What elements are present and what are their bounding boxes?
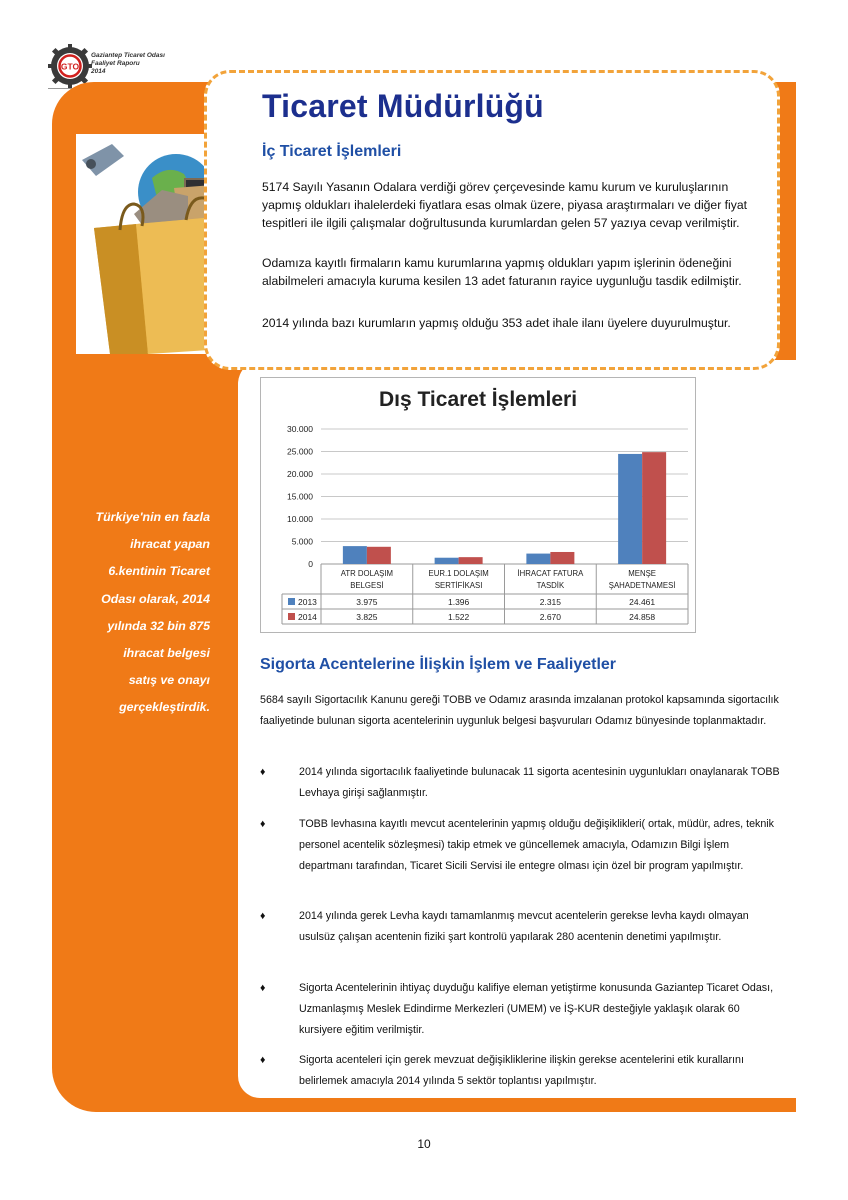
category-label: TASDİK — [536, 581, 565, 590]
diamond-bullet-icon: ♦ — [260, 766, 266, 778]
y-tick-label: 5.000 — [291, 536, 313, 547]
bar-2013 — [435, 558, 459, 564]
bar-2014 — [459, 557, 483, 564]
org-name: Gaziantep Ticaret Odası — [91, 52, 165, 59]
table-value: 1.396 — [447, 597, 470, 607]
sigorta-intro: 5684 sayılı Sigortacılık Kanunu gereği TOBB ve Odamız arasında imzalanan protokol kapsamında sigortacılık faaliyetinde bulunan sigorta acentelerinin uygunluk belgesi başvuruları Odamız bünyesinde toplanmaktadır. — [260, 694, 779, 728]
y-tick-label: 20.000 — [287, 469, 313, 479]
category-label: EUR.1 DOLAŞIM — [428, 569, 489, 578]
chamber-logo — [48, 44, 92, 88]
report-name: Faaliyet Raporu — [91, 60, 140, 67]
diamond-bullet-icon: ♦ — [260, 910, 266, 922]
report-header-text — [91, 52, 165, 76]
list-item-text: 2014 yılında sigortacılık faaliyetinde bulunacak 11 sigorta acentesinin uygunlukları onaylanarak TOBB Levhaya girişi sağlanmıştır. — [299, 766, 780, 800]
bar-2014 — [550, 552, 574, 564]
bar-2013 — [618, 454, 642, 564]
category-label: İHRACAT FATURA — [517, 569, 584, 578]
legend-label: 2013 — [298, 597, 317, 607]
table-value: 1.522 — [447, 612, 470, 622]
bar-2013 — [526, 554, 550, 564]
page-number: 10 — [417, 1137, 431, 1151]
y-tick-label: 30.000 — [287, 424, 313, 434]
legend-key — [288, 613, 295, 620]
y-tick-label: 10.000 — [287, 514, 313, 524]
legend-label: 2014 — [298, 612, 317, 622]
ic-ticaret-paragraph: Odamıza kayıtlı firmaların kamu kurumlarına yapmış oldukları yapım işlerinin ödeneğini alabilmeleri amacıyla kuruma kesilen 13 adet faturanın rayice uygunluğu tasdik edilmiştir. — [262, 256, 742, 289]
bar-2014 — [367, 547, 391, 564]
ic-ticaret-heading: İç Ticaret İşlemleri — [262, 143, 402, 160]
category-label: ŞAHADETNAMESİ — [608, 581, 676, 590]
y-tick-label: 15.000 — [287, 491, 313, 502]
sidebar-quote: Türkiye'nin en fazla ihracat yapan 6.kentinin Ticaret Odası olarak, 2014 yılında 32 bin 875 ihracat belgesi satış ve onayı gerçekleştirdik. — [95, 510, 210, 715]
table-value: 24.461 — [629, 597, 656, 607]
chart-title: Dış Ticaret İşlemleri — [378, 388, 578, 411]
y-tick-label: 25.000 — [287, 446, 313, 457]
table-value: 2.670 — [539, 612, 562, 622]
diamond-bullet-icon: ♦ — [260, 1054, 266, 1066]
diamond-bullet-icon: ♦ — [260, 982, 266, 994]
dis-ticaret-chart — [260, 377, 696, 633]
list-item-text: Sigorta acenteleri için gerek mevzuat değişikliklerine ilişkin gerekse acentelerini etik kurallarını belirlemek amacıyla 2014 yılında 5 sektör toplantısı yapılmıştır. — [299, 1054, 744, 1088]
category-label: BELGESİ — [350, 581, 384, 590]
y-tick-label: 0 — [308, 559, 313, 569]
bar-2014 — [642, 452, 666, 564]
ic-ticaret-paragraph: 2014 yılında bazı kurumların yapmış olduğu 353 adet ihale ilanı üyelere duyurulmuştur. — [262, 316, 731, 330]
category-label: SERTİFİKASI — [434, 581, 483, 590]
category-label: ATR DOLAŞIM — [340, 569, 394, 578]
list-item-text: Sigorta Acentelerinin ihtiyaç duyduğu kalifiye eleman yetiştirme konusunda Gaziantep Ticaret Odası, Uzmanlaşmış Meslek Edindirme Merkezleri (UMEM) ve İŞ-KUR desteğiyle yaklaşık olarak 60 kursiyere eğitim verilmiştir. — [299, 982, 774, 1037]
list-item-text: TOBB levhasına kayıtlı mevcut acentelerinin yapmış olduğu değişiklikleri( ortak, müdür, adres, teknik personel acentelik sözleşmesi) takip etmek ve güncellemek amacıyla, Odamızın Bilgi İşlem departmanı tarafından, Ticaret Sicili Servisi ile entegre olması için özel bir program yapılmıştır. — [299, 818, 775, 873]
logo-label: GTO — [60, 61, 80, 72]
category-label: MENŞE — [628, 569, 656, 578]
legend-key — [288, 598, 295, 605]
table-value: 3.825 — [356, 612, 378, 622]
table-value: 3.975 — [356, 597, 378, 607]
report-year: 2014 — [91, 68, 106, 75]
ic-ticaret-paragraph: 5174 Sayılı Yasanın Odalara verdiği görev çerçevesinde kamu kurum ve kuruluşlarının yapmış oldukları ihalelerdeki fiyatlara esas olmak üzere, piyasa araştırmaları ve diğer fiyat tespitleri ile ilgili çalışmalar doğrultusunda kurumlardan gelen 57 yazıya cevap verilmiştir. — [262, 180, 748, 231]
diamond-bullet-icon: ♦ — [260, 818, 266, 830]
table-value: 24.858 — [629, 612, 656, 622]
list-item-text: 2014 yılında gerek Levha kaydı tamamlanmış mevcut acentelerin gerekse levha kaydı olmayan usulsüz çalışan acentenin fiziki şart kontrolü yapılarak 280 acentenin denetimi yapılmıştır. — [299, 910, 749, 944]
sigorta-heading: Sigorta Acentelerine İlişkin İşlem ve Faaliyetler — [260, 656, 617, 673]
bar-2013 — [343, 546, 367, 564]
page-title: Ticaret Müdürlüğü — [262, 88, 544, 124]
table-value: 2.315 — [539, 597, 562, 607]
